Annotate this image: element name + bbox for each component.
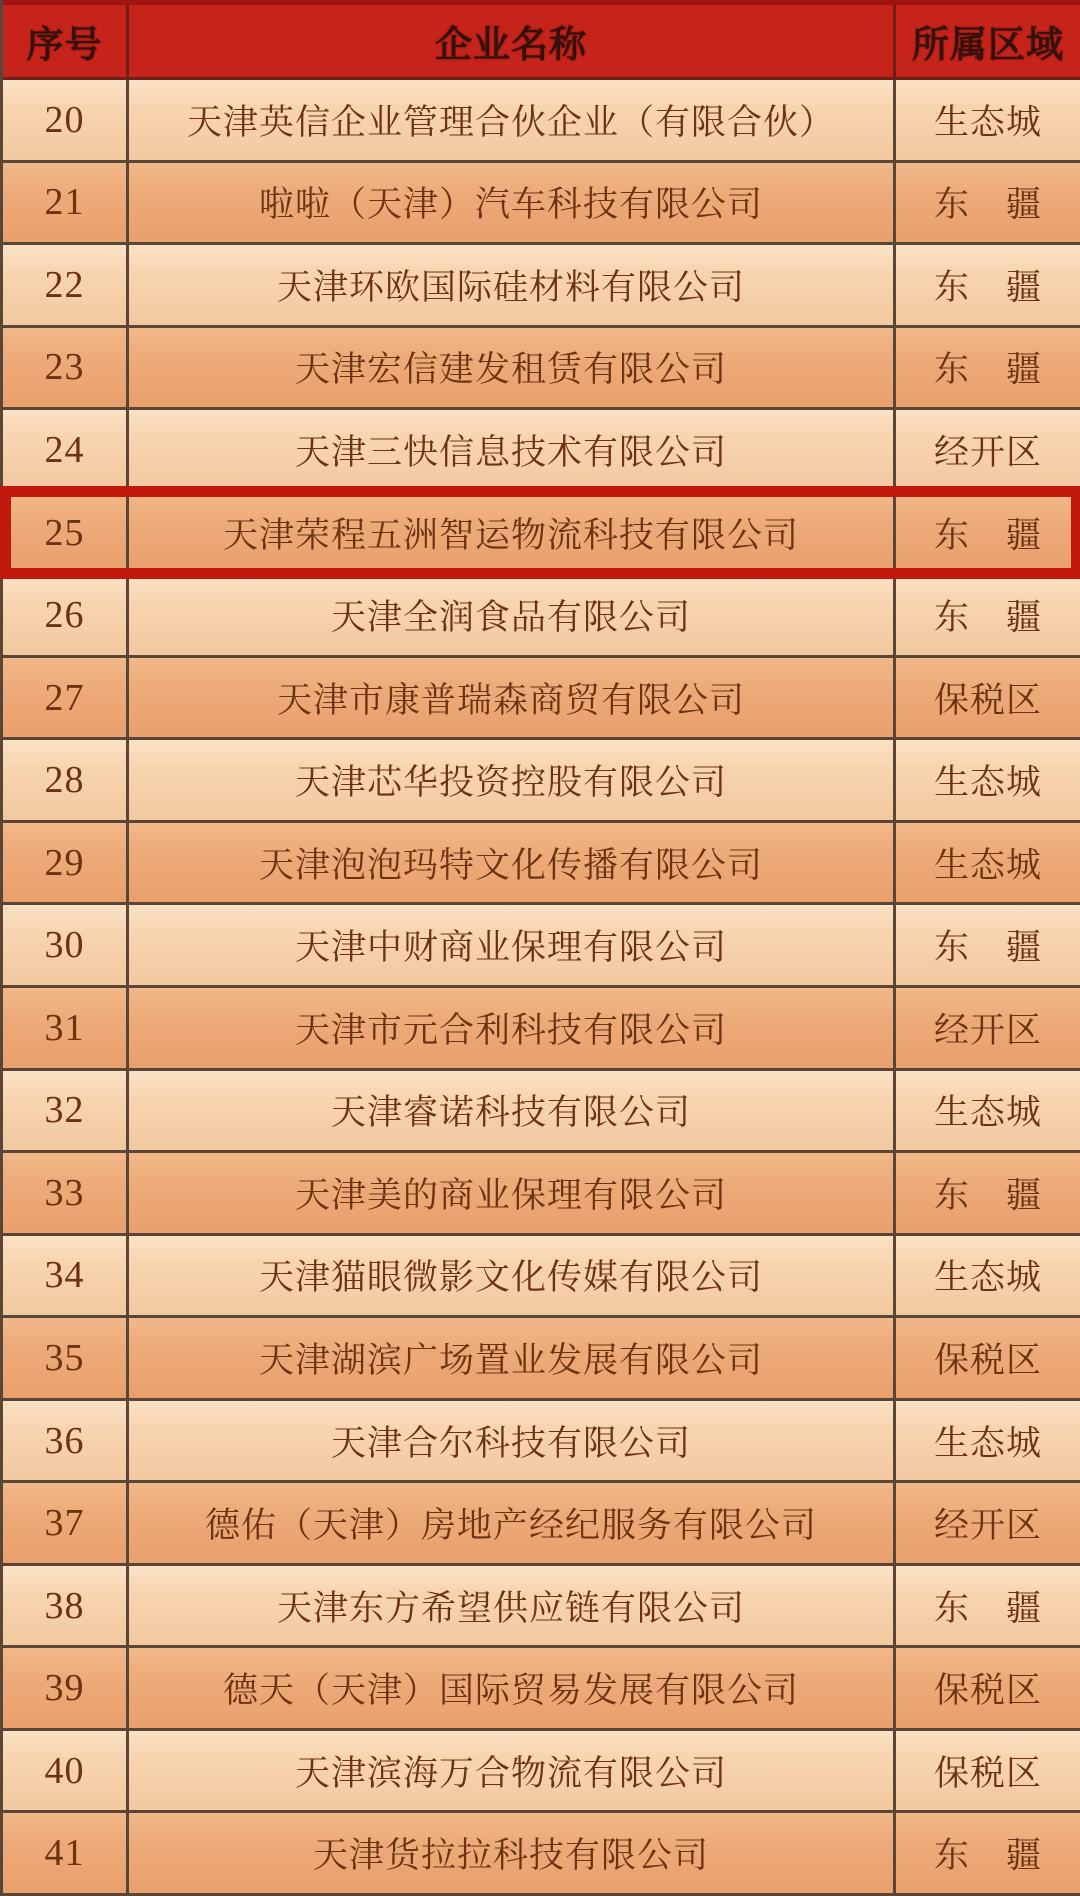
region: 生态城 [896, 1071, 1080, 1151]
region: 保税区 [896, 1318, 1080, 1398]
region: 保税区 [896, 658, 1080, 738]
row-index: 24 [3, 410, 129, 490]
company-name: 天津睿诺科技有限公司 [129, 1071, 896, 1151]
region: 东 疆 [896, 1153, 1080, 1233]
region: 保税区 [896, 1731, 1080, 1811]
row-index: 27 [3, 658, 129, 738]
header-cell-region: 所属区域 [912, 25, 1064, 66]
table-row [3, 905, 1080, 988]
row-index: 40 [3, 1731, 129, 1811]
row-index: 28 [3, 740, 129, 820]
row-index: 30 [3, 905, 129, 985]
table-row [3, 410, 1080, 493]
company-name: 德天（天津）国际贸易发展有限公司 [129, 1648, 896, 1728]
header-cell-company-name: 企业名称 [129, 5, 896, 77]
region: 东 疆 [896, 493, 1080, 573]
table-row [3, 1731, 1080, 1814]
company-name: 天津泡泡玛特文化传播有限公司 [129, 823, 896, 903]
table-row [3, 328, 1080, 411]
region: 东 疆 [896, 575, 1080, 655]
company-name: 天津合尔科技有限公司 [129, 1401, 896, 1481]
region: 生态城 [896, 1236, 1080, 1316]
region: 东 疆 [896, 905, 1080, 985]
table-row [3, 658, 1080, 741]
table-row [3, 1566, 1080, 1649]
header-cell-index: 序号 [3, 5, 129, 77]
company-name: 天津市康普瑞森商贸有限公司 [129, 658, 896, 738]
company-name: 天津全润食品有限公司 [129, 575, 896, 655]
row-index: 36 [3, 1401, 129, 1481]
region: 保税区 [896, 1648, 1080, 1728]
region: 东 疆 [896, 1813, 1080, 1893]
row-index: 41 [3, 1813, 129, 1893]
region: 生态城 [896, 823, 1080, 903]
row-index: 21 [3, 163, 129, 243]
row-index: 25 [3, 493, 129, 573]
region: 生态城 [896, 740, 1080, 820]
region: 经开区 [896, 1483, 1080, 1563]
row-index: 26 [3, 575, 129, 655]
company-name: 天津三快信息技术有限公司 [129, 410, 896, 490]
company-name: 天津宏信建发租赁有限公司 [129, 328, 896, 408]
row-index: 22 [3, 245, 129, 325]
company-name: 天津中财商业保理有限公司 [129, 905, 896, 985]
region: 东 疆 [896, 328, 1080, 408]
region: 东 疆 [896, 1566, 1080, 1646]
table-row [3, 1401, 1080, 1484]
company-name: 天津英信企业管理合伙企业（有限合伙） [129, 80, 896, 160]
company-name: 天津猫眼微影文化传媒有限公司 [129, 1236, 896, 1316]
company-name: 天津滨海万合物流有限公司 [129, 1731, 896, 1811]
region: 东 疆 [896, 163, 1080, 243]
company-name: 天津湖滨广场置业发展有限公司 [129, 1318, 896, 1398]
company-name: 天津市元合利科技有限公司 [129, 988, 896, 1068]
row-index: 38 [3, 1566, 129, 1646]
table-row [3, 823, 1080, 906]
region: 生态城 [896, 1401, 1080, 1481]
row-index: 39 [3, 1648, 129, 1728]
row-index: 33 [3, 1153, 129, 1233]
table-row [3, 163, 1080, 246]
row-index: 37 [3, 1483, 129, 1563]
company-name: 天津环欧国际硅材料有限公司 [129, 245, 896, 325]
row-index: 31 [3, 988, 129, 1068]
row-index: 35 [3, 1318, 129, 1398]
table-row [3, 988, 1080, 1071]
table-row [3, 1071, 1080, 1154]
company-name: 天津芯华投资控股有限公司 [129, 740, 896, 820]
table-row [3, 1813, 1080, 1896]
region: 经开区 [896, 988, 1080, 1068]
table-row [3, 1648, 1080, 1731]
row-index: 32 [3, 1071, 129, 1151]
table-row [3, 245, 1080, 328]
company-name: 天津东方希望供应链有限公司 [129, 1566, 896, 1646]
company-name: 天津美的商业保理有限公司 [129, 1153, 896, 1233]
table-row [3, 1153, 1080, 1236]
row-index: 20 [3, 80, 129, 160]
company-name: 德佑（天津）房地产经纪服务有限公司 [129, 1483, 896, 1563]
table-row [3, 80, 1080, 163]
company-name: 天津货拉拉科技有限公司 [129, 1813, 896, 1893]
table-row [3, 493, 1080, 576]
table-header [3, 0, 1080, 80]
row-index: 29 [3, 823, 129, 903]
row-index: 23 [3, 328, 129, 408]
table-row [3, 1236, 1080, 1319]
table-row [3, 1318, 1080, 1401]
table-row [3, 575, 1080, 658]
table-row [3, 1483, 1080, 1566]
region: 经开区 [896, 410, 1080, 490]
row-index: 34 [3, 1236, 129, 1316]
region: 东 疆 [896, 245, 1080, 325]
region: 生态城 [896, 80, 1080, 160]
company-name: 啦啦（天津）汽车科技有限公司 [129, 163, 896, 243]
company-name: 天津荣程五洲智运物流科技有限公司 [129, 493, 896, 573]
table-row [3, 740, 1080, 823]
